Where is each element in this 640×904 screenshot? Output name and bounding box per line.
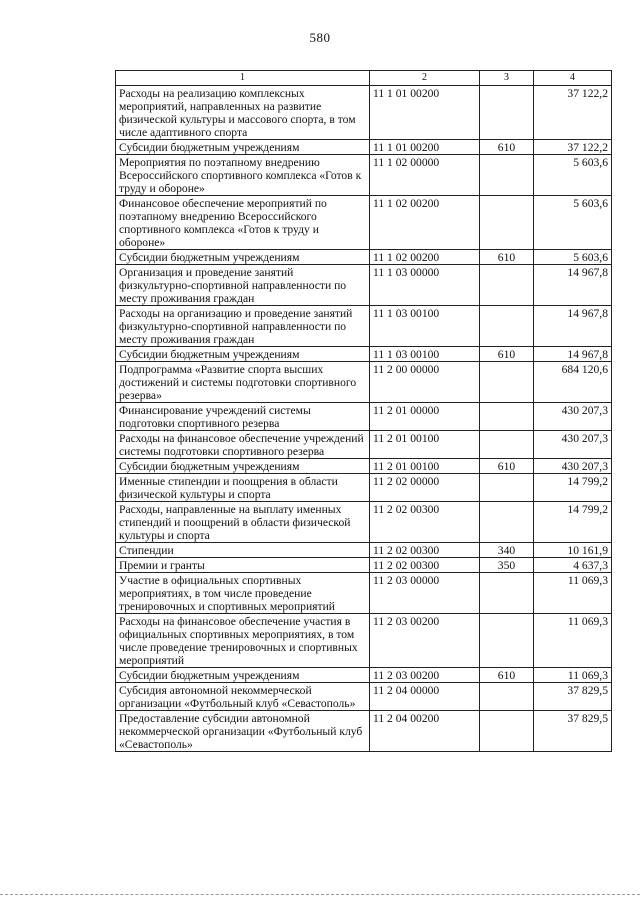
- table-row: [116, 431, 612, 459]
- row-name-cell: Расходы на финансовое обеспечение участия в официальных спортивных мероприятиях, в том числе проведение тренировочных и спортивных мероприятий: [116, 614, 370, 668]
- row-expense-type-cell: [480, 502, 534, 543]
- row-amount-cell: 37 829,5: [534, 711, 612, 752]
- row-name-cell: Финансовое обеспечение мероприятий по поэтапному внедрению Всероссийского спортивного комплекса «Готов к труду и обороне»: [116, 196, 370, 250]
- header-col-3: 3: [480, 71, 534, 86]
- row-code-cell: 11 2 02 00000: [370, 474, 480, 502]
- row-name-cell: Мероприятия по поэтапному внедрению Всероссийского спортивного комплекса «Готов к труду и обороне»: [116, 155, 370, 196]
- row-name-cell: Субсидии бюджетным учреждениям: [116, 668, 370, 683]
- row-amount-cell: 14 967,8: [534, 265, 612, 306]
- row-name-cell: Подпрограмма «Развитие спорта высших достижений и системы подготовки спортивного резерва»: [116, 362, 370, 403]
- table-row: [116, 362, 612, 403]
- row-amount-cell: 430 207,3: [534, 403, 612, 431]
- row-code-cell: 11 2 02 00300: [370, 558, 480, 573]
- row-amount-cell: 4 637,3: [534, 558, 612, 573]
- row-expense-type-cell: 610: [480, 459, 534, 474]
- row-expense-type-cell: [480, 362, 534, 403]
- row-code-cell: 11 2 03 00200: [370, 668, 480, 683]
- row-name-cell: Субсидии бюджетным учреждениям: [116, 140, 370, 155]
- table-body: [116, 86, 612, 752]
- row-name-cell: Расходы на реализацию комплексных мероприятий, направленных на развитие физической культуры и массового спорта, в том числе адаптивного спорта: [116, 86, 370, 140]
- table-row: [116, 347, 612, 362]
- table-row: [116, 403, 612, 431]
- row-code-cell: 11 1 01 00200: [370, 86, 480, 140]
- row-code-cell: 11 2 03 00200: [370, 614, 480, 668]
- row-expense-type-cell: [480, 403, 534, 431]
- row-expense-type-cell: 350: [480, 558, 534, 573]
- row-amount-cell: 11 069,3: [534, 668, 612, 683]
- row-amount-cell: 37 122,2: [534, 86, 612, 140]
- row-expense-type-cell: [480, 573, 534, 614]
- row-expense-type-cell: [480, 474, 534, 502]
- row-expense-type-cell: 610: [480, 250, 534, 265]
- row-expense-type-cell: [480, 86, 534, 140]
- header-col-2: 2: [370, 71, 480, 86]
- table-row: [116, 558, 612, 573]
- row-expense-type-cell: [480, 306, 534, 347]
- row-name-cell: Именные стипендии и поощрения в области физической культуры и спорта: [116, 474, 370, 502]
- row-code-cell: 11 2 01 00000: [370, 403, 480, 431]
- row-expense-type-cell: [480, 711, 534, 752]
- row-name-cell: Субсидии бюджетным учреждениям: [116, 347, 370, 362]
- table-row: [116, 543, 612, 558]
- budget-table: [115, 70, 612, 752]
- table-row: [116, 196, 612, 250]
- row-code-cell: 11 2 02 00300: [370, 502, 480, 543]
- row-name-cell: Организация и проведение занятий физкультурно-спортивной направленности по месту проживания граждан: [116, 265, 370, 306]
- row-expense-type-cell: 610: [480, 347, 534, 362]
- row-amount-cell: 14 799,2: [534, 474, 612, 502]
- row-name-cell: Субсидии бюджетным учреждениям: [116, 250, 370, 265]
- page-bottom-divider: [0, 894, 640, 895]
- row-code-cell: 11 1 03 00100: [370, 306, 480, 347]
- table-row: [116, 86, 612, 140]
- row-amount-cell: 430 207,3: [534, 459, 612, 474]
- table-row: [116, 668, 612, 683]
- table-row: [116, 474, 612, 502]
- header-col-4: 4: [534, 71, 612, 86]
- row-amount-cell: 5 603,6: [534, 250, 612, 265]
- row-expense-type-cell: [480, 196, 534, 250]
- row-name-cell: Стипендии: [116, 543, 370, 558]
- row-name-cell: Премии и гранты: [116, 558, 370, 573]
- row-amount-cell: 14 967,8: [534, 306, 612, 347]
- table-row: [116, 711, 612, 752]
- row-amount-cell: 11 069,3: [534, 573, 612, 614]
- row-code-cell: 11 1 03 00000: [370, 265, 480, 306]
- row-name-cell: Расходы на организацию и проведение занятий физкультурно-спортивной направленности по месту проживания граждан: [116, 306, 370, 347]
- row-name-cell: Участие в официальных спортивных мероприятиях, в том числе проведение тренировочных и спортивных мероприятий: [116, 573, 370, 614]
- row-code-cell: 11 2 04 00200: [370, 711, 480, 752]
- table-row: [116, 614, 612, 668]
- row-name-cell: Финансирование учреждений системы подготовки спортивного резерва: [116, 403, 370, 431]
- row-code-cell: 11 2 02 00300: [370, 543, 480, 558]
- row-code-cell: 11 2 03 00000: [370, 573, 480, 614]
- row-name-cell: Субсидия автономной некоммерческой организации «Футбольный клуб «Севастополь»: [116, 683, 370, 711]
- table-row: [116, 683, 612, 711]
- table-row: [116, 459, 612, 474]
- row-code-cell: 11 2 01 00100: [370, 431, 480, 459]
- row-expense-type-cell: [480, 265, 534, 306]
- row-amount-cell: 14 799,2: [534, 502, 612, 543]
- row-amount-cell: 11 069,3: [534, 614, 612, 668]
- table-row: [116, 155, 612, 196]
- row-expense-type-cell: [480, 614, 534, 668]
- row-amount-cell: 14 967,8: [534, 347, 612, 362]
- row-code-cell: 11 2 00 00000: [370, 362, 480, 403]
- row-code-cell: 11 2 01 00100: [370, 459, 480, 474]
- row-amount-cell: 684 120,6: [534, 362, 612, 403]
- header-col-1: 1: [116, 71, 370, 86]
- table-row: [116, 306, 612, 347]
- table-header-row: [116, 71, 612, 86]
- table-row: [116, 250, 612, 265]
- row-name-cell: Расходы, направленные на выплату именных стипендий и поощрений в области физической культуры и спорта: [116, 502, 370, 543]
- row-amount-cell: 37 122,2: [534, 140, 612, 155]
- row-code-cell: 11 1 01 00200: [370, 140, 480, 155]
- page-number: 580: [309, 30, 331, 45]
- row-expense-type-cell: 610: [480, 140, 534, 155]
- table-row: [116, 573, 612, 614]
- row-code-cell: 11 1 02 00000: [370, 155, 480, 196]
- table-row: [116, 265, 612, 306]
- row-expense-type-cell: [480, 431, 534, 459]
- row-name-cell: Расходы на финансовое обеспечение учреждений системы подготовки спортивного резерва: [116, 431, 370, 459]
- row-expense-type-cell: [480, 683, 534, 711]
- row-name-cell: Субсидии бюджетным учреждениям: [116, 459, 370, 474]
- row-amount-cell: 37 829,5: [534, 683, 612, 711]
- table-row: [116, 502, 612, 543]
- row-expense-type-cell: [480, 155, 534, 196]
- row-expense-type-cell: 610: [480, 668, 534, 683]
- row-amount-cell: 5 603,6: [534, 196, 612, 250]
- row-code-cell: 11 1 02 00200: [370, 250, 480, 265]
- table-row: [116, 140, 612, 155]
- row-amount-cell: 10 161,9: [534, 543, 612, 558]
- row-code-cell: 11 1 03 00100: [370, 347, 480, 362]
- row-amount-cell: 5 603,6: [534, 155, 612, 196]
- row-amount-cell: 430 207,3: [534, 431, 612, 459]
- row-expense-type-cell: 340: [480, 543, 534, 558]
- row-code-cell: 11 2 04 00000: [370, 683, 480, 711]
- row-code-cell: 11 1 02 00200: [370, 196, 480, 250]
- row-name-cell: Предоставление субсидии автономной некоммерческой организации «Футбольный клуб «Севастополь»: [116, 711, 370, 752]
